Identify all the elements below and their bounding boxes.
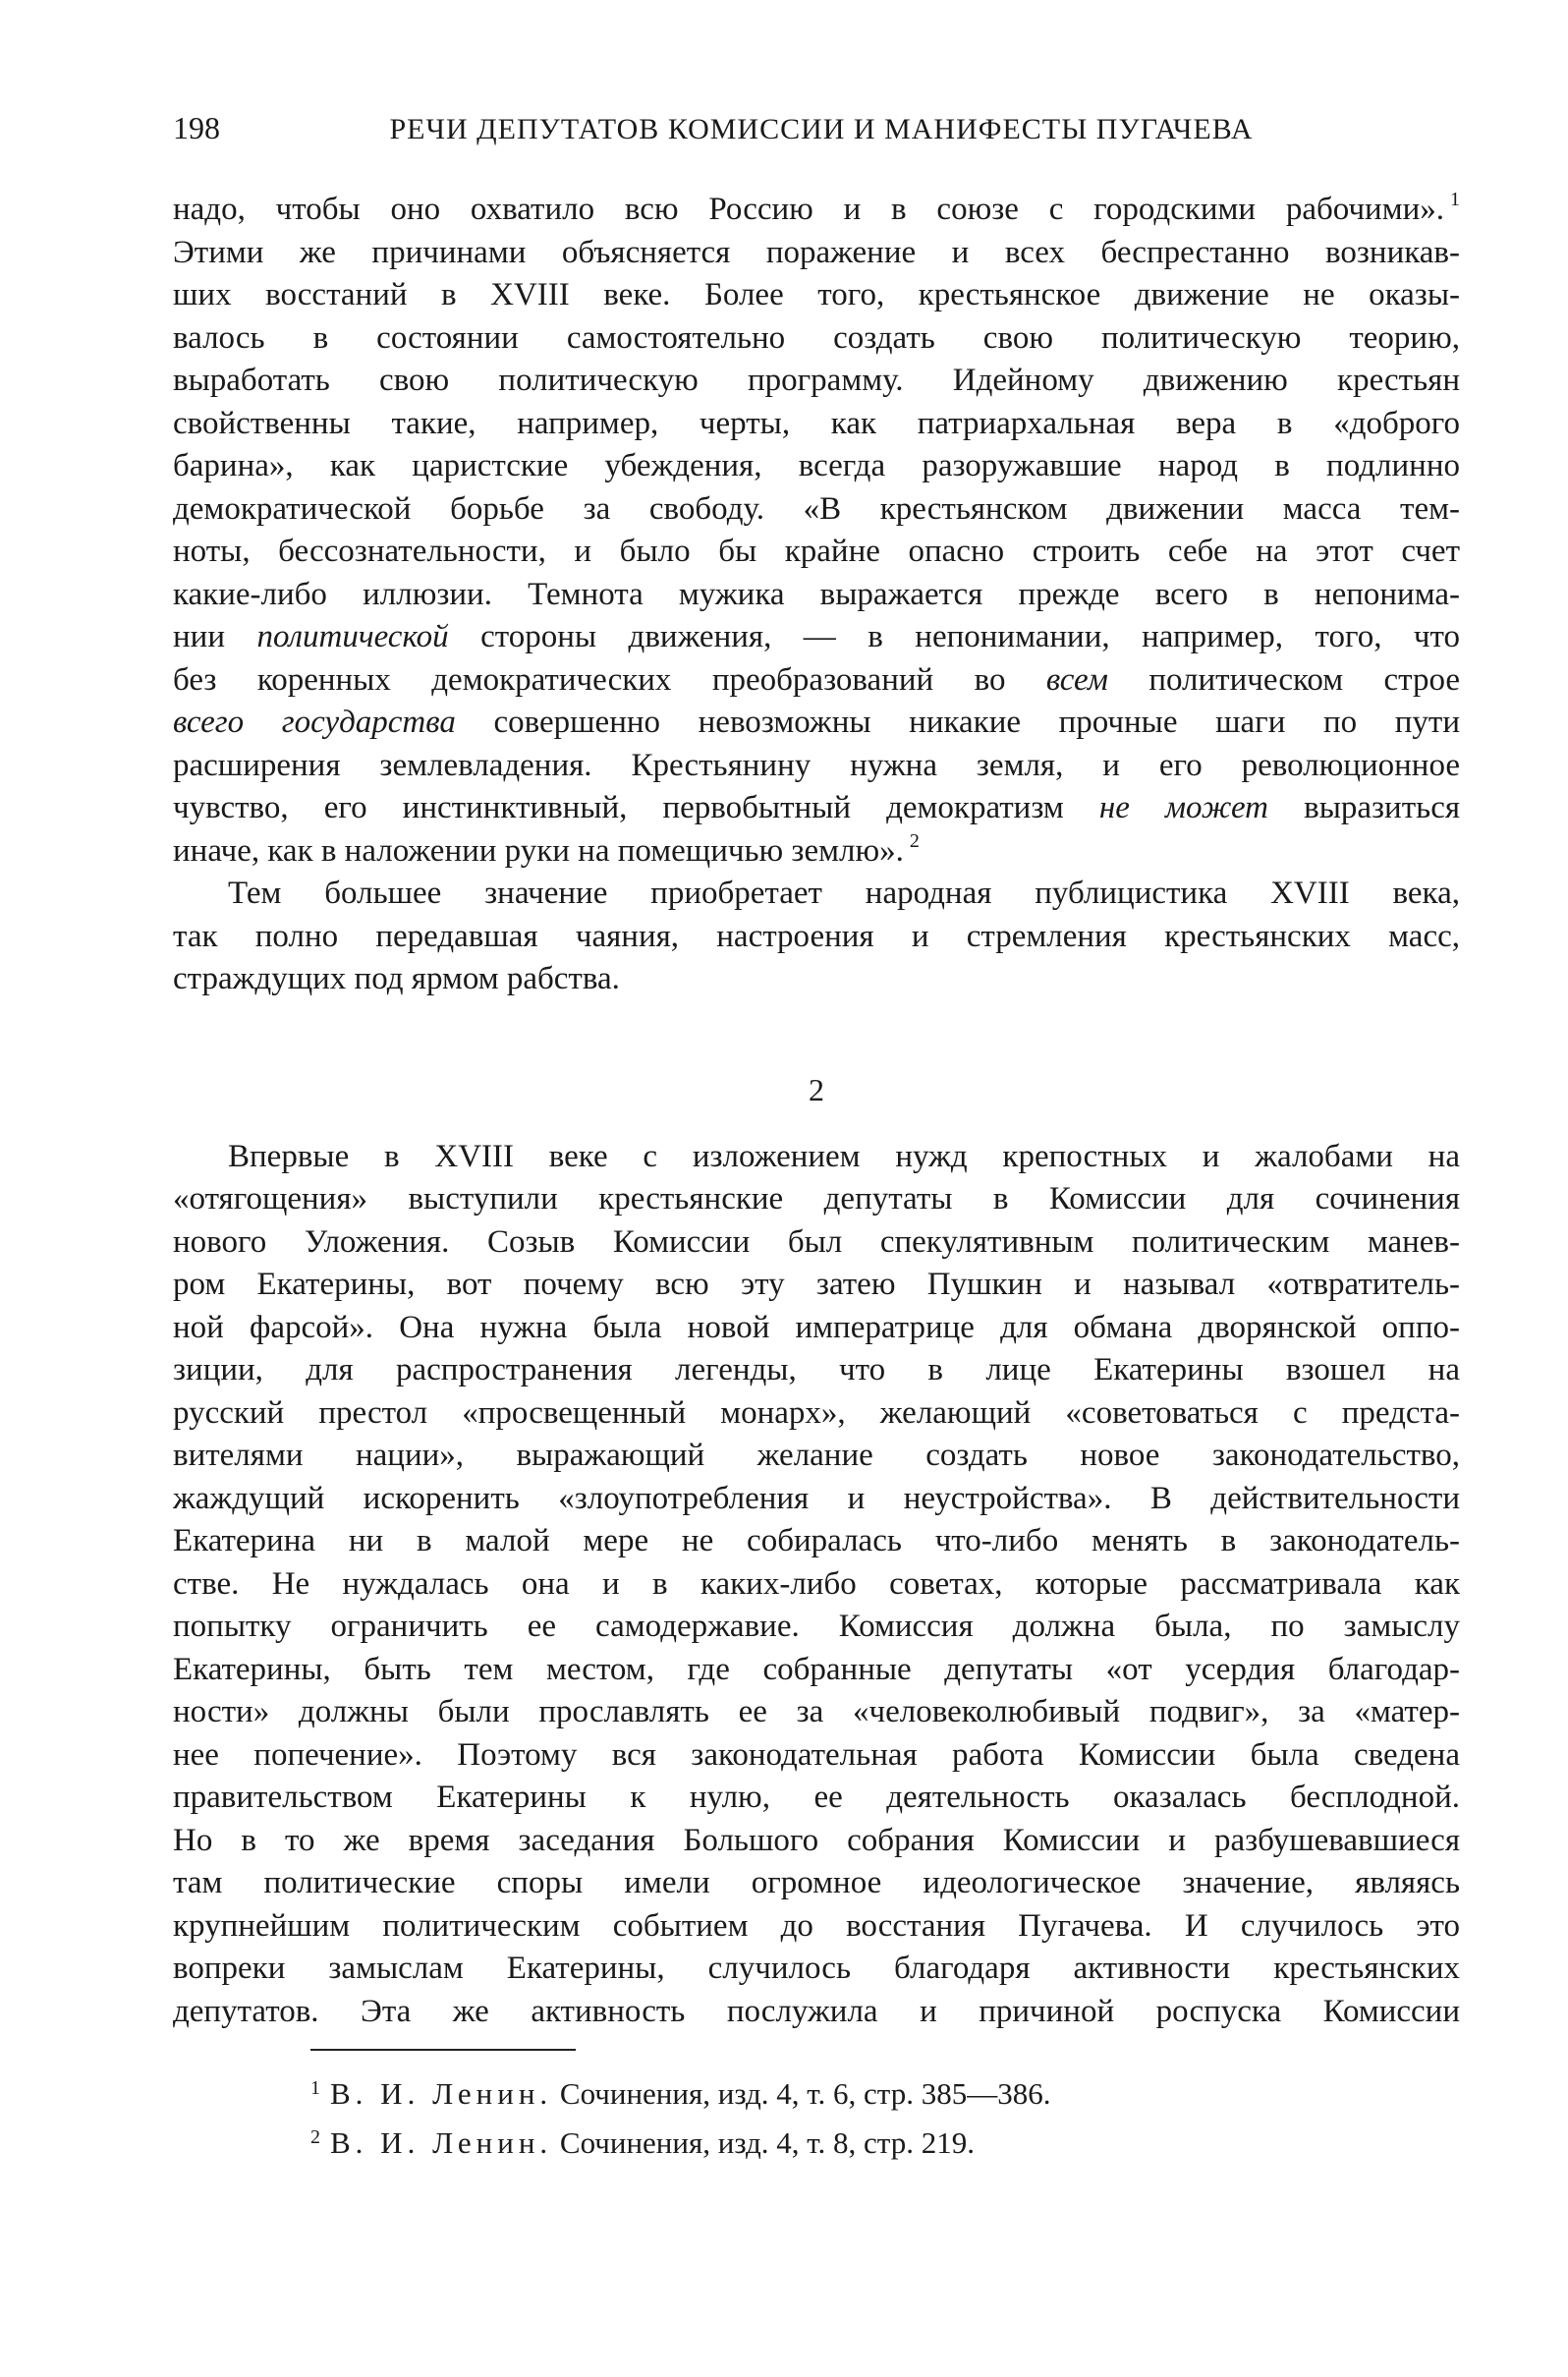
text-line: вителями нации», выражающий желание создать новое законодательство,: [173, 1438, 1460, 1473]
text-span: надо, чтобы оно охватило всю Россию и в союзе с городскими рабочими».: [173, 192, 1444, 227]
text-span: без коренных демократических преобразований во: [173, 661, 1006, 698]
text-span: стороны движения, — в непонимании, например, того, что: [480, 619, 1461, 654]
text-line: вопреки замыслам Екатерины, случилось благодаря активности крестьянских: [173, 1951, 1460, 1986]
text-line: Тем большее значение приобретает народная публицистика XVIII века,: [228, 876, 1460, 911]
text-line: [173, 659, 1460, 703]
text-span: чувство, его инстинктивный, первобытный демократизм: [173, 790, 1064, 825]
text-line: крупнейшим политическим событием до восстания Пугачева. И случилось это: [173, 1907, 1460, 1944]
text-line: [173, 616, 1460, 659]
text-span: выразиться: [1304, 790, 1461, 825]
text-line: барина», как царистские убеждения, всегда разоружавшие народ в подлинно: [173, 448, 1460, 483]
text-line: страждущих под ярмом рабства.: [173, 961, 620, 996]
text-line: нее попечение». Поэтому вся законодательная работа Комиссии была сведена: [173, 1736, 1460, 1773]
text-line: там политические споры имели огромное идеологическое значение, являясь: [173, 1865, 1460, 1900]
text-line: выработать свою политическую программу. Идейному движению крестьян: [173, 363, 1460, 398]
text-line: [173, 787, 1460, 830]
text-line: [173, 830, 1460, 874]
text-span: иначе, как в наложении руки на помещичью землю».: [173, 832, 904, 869]
paragraph-3: [173, 1136, 1460, 2034]
running-head: [173, 110, 1460, 165]
text-line: Впервые в XVIII веке с изложением нужд крепостных и жалобами на: [228, 1138, 1460, 1174]
text-line: так полно передавшая чаяния, настроения и стремления крестьянских масс,: [173, 918, 1460, 954]
text-line: стве. Не нуждалась она и в каких-либо советах, которые рассматривала как: [173, 1565, 1460, 1602]
text-line: Екатерины, быть тем местом, где собранные депутаты «от усердия благодар-: [173, 1651, 1460, 1687]
italic-text: политической: [256, 619, 449, 654]
footnote-ref: 1: [1450, 189, 1460, 210]
footnote-item: [310, 2116, 1460, 2165]
text-line: ной фарсой». Она нужна была новой императрице для обмана дворянской оппо-: [173, 1309, 1460, 1345]
book-page: [173, 110, 1460, 2165]
paragraph-2: [173, 873, 1460, 1001]
section-number: 2: [809, 1071, 824, 1107]
footnote-ref: 2: [909, 829, 920, 852]
italic-text: всем: [1045, 661, 1108, 698]
footnote-author: В. И. Ленин.: [330, 2125, 553, 2160]
text-line: жаждущий искоренить «злоупотребления и неустройства». В действительности: [173, 1480, 1460, 1516]
italic-text: всего государства: [173, 705, 456, 740]
italic-text: не может: [1098, 790, 1269, 825]
footnote-author: В. И. Ленин.: [330, 2076, 553, 2111]
text-line: демократической борьбе за свободу. «В крестьянском движении масса тем-: [173, 490, 1460, 527]
text-line: правительством Екатерины к нулю, ее деятельность оказалась бесплодной.: [173, 1780, 1460, 1815]
text-line: попытку ограничить ее самодержавие. Комиссия должна была, по замыслу: [173, 1609, 1460, 1644]
footnote-mark: 1: [310, 2077, 320, 2099]
text-line: зиции, для распространения легенды, что в лице Екатерины взошел на: [173, 1352, 1460, 1387]
footnotes: [310, 2066, 1460, 2165]
text-line: Этими же причинами объясняется поражение и всех беспрестанно возникав-: [173, 234, 1460, 270]
text-line: русский престол «просвещенный монарх», желающий «советоваться с предста-: [173, 1394, 1460, 1431]
text-line: ноты, бессознательности, и было бы крайне опасно строить себе на этот счет: [173, 534, 1460, 569]
text-line: нового Уложения. Созыв Комиссии был спекулятивным политическим манев-: [173, 1223, 1460, 1260]
page-number: 198: [173, 110, 220, 145]
text-line: расширения землевладения. Крестьянину нужна земля, и его революционное: [173, 747, 1460, 783]
text-span: совершенно невозможны никакие прочные шаги по пути: [493, 705, 1460, 740]
running-head-title: РЕЧИ ДЕПУТАТОВ КОМИССИИ И МАНИФЕСТЫ ПУГАЧЕВА: [389, 113, 1254, 145]
text-line: какие-либо иллюзии. Темнота мужика выражается прежде всего в непонима-: [173, 576, 1460, 612]
text-span: политическом строе: [1148, 661, 1461, 698]
text-line: [173, 189, 1460, 232]
text-line: депутатов. Эта же активность послужила и причиной роспуска Комиссии: [173, 1993, 1460, 2029]
text-line: ности» должны были прославлять ее за «человеколюбивый подвиг», за «матер-: [173, 1694, 1460, 1729]
paragraph-1: [173, 189, 1460, 873]
footnote-item: [310, 2066, 1460, 2116]
text-line: ших восстаний в XVIII веке. Более того, крестьянское движение не оказы-: [173, 277, 1460, 312]
footnote-mark: 2: [310, 2126, 320, 2148]
text-line: свойственны такие, например, черты, как патриархальная вера в «доброго: [173, 405, 1460, 441]
footnote-text: Сочинения, изд. 4, т. 8, стр. 219.: [559, 2125, 975, 2160]
footnote-text: Сочинения, изд. 4, т. 6, стр. 385—386.: [559, 2076, 1051, 2111]
text-line: валось в состоянии самостоятельно создать свою политическую теорию,: [173, 319, 1460, 356]
text-line: Но в то же время заседания Большого собрания Комиссии и разбушевавшиеся: [173, 1822, 1460, 1858]
text-span: нии: [173, 619, 225, 654]
text-line: Екатерина ни в малой мере не собиралась что-либо менять в законодатель-: [173, 1523, 1460, 1558]
text-line: [173, 702, 1460, 745]
text-line: «отягощения» выступили крестьянские депутаты в Комиссии для сочинения: [173, 1181, 1460, 1217]
text-line: ром Екатерины, вот почему всю эту затею Пушкин и называл «отвратитель-: [173, 1267, 1460, 1302]
footnote-divider: [310, 2049, 576, 2051]
